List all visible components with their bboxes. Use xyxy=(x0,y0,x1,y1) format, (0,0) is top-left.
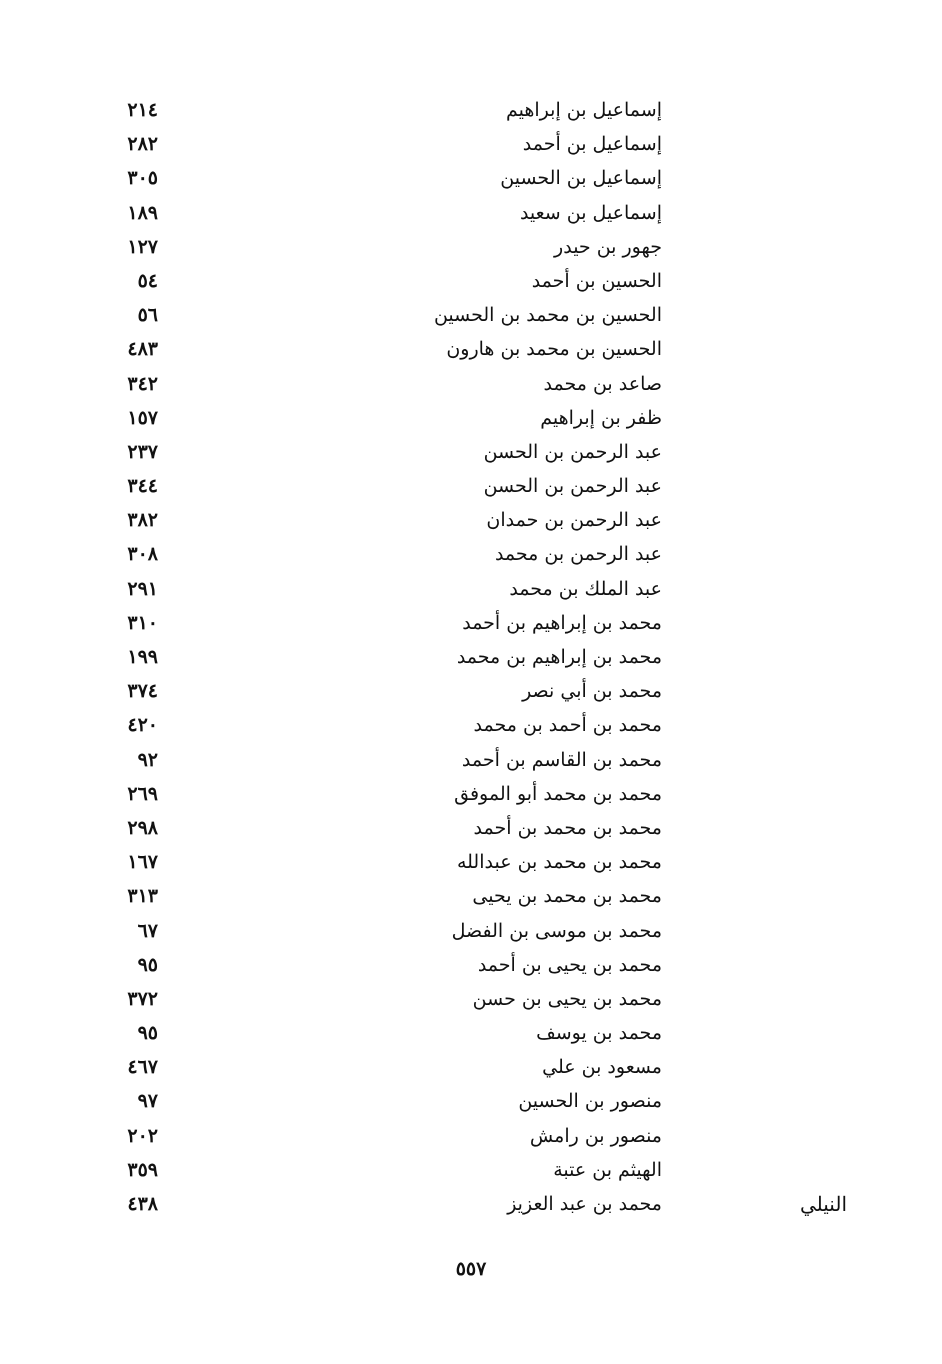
entry-page: ٥٤ xyxy=(137,269,158,292)
entry-page: ٥٦ xyxy=(137,304,158,327)
index-entry xyxy=(0,264,942,298)
index-entry xyxy=(0,572,942,606)
entry-page: ٣١٣ xyxy=(127,885,158,908)
entry-page: ٤٢٠ xyxy=(127,714,158,737)
entry-name: عبد الملك بن محمد xyxy=(509,577,662,600)
index-entry xyxy=(0,332,942,366)
entry-page: ٤٨٣ xyxy=(127,338,158,361)
entry-name: ظفر بن إبراهيم xyxy=(540,406,662,429)
index-entry xyxy=(0,469,942,503)
entry-page: ٢١٤ xyxy=(127,99,158,121)
index-entry xyxy=(0,298,942,332)
entry-page: ٣٤٢ xyxy=(127,372,158,395)
entry-page: ٤٦٧ xyxy=(127,1056,158,1079)
index-entry xyxy=(0,640,942,674)
entry-page: ٢٦٩ xyxy=(127,782,158,805)
entry-name: إسماعيل بن إبراهيم xyxy=(506,99,662,121)
entry-name: مسعود بن علي xyxy=(542,1056,662,1079)
entry-name: إسماعيل بن سعيد xyxy=(519,201,662,224)
entry-name: منصور بن الحسين xyxy=(518,1090,662,1113)
entry-page: ٦٧ xyxy=(137,919,158,942)
entry-name: جهور بن حيدر xyxy=(554,235,662,258)
entry-name: محمد بن القاسم بن أحمد xyxy=(461,748,662,771)
entry-name: الهيثم بن عتبة xyxy=(553,1158,662,1181)
entry-page: ٩٥ xyxy=(137,953,158,976)
entry-name: محمد بن يحيى بن حسن xyxy=(472,987,662,1010)
entry-name: محمد بن محمد بن عبدالله xyxy=(456,851,662,874)
entry-page: ٩٢ xyxy=(137,748,158,771)
index-entry xyxy=(0,1153,942,1187)
entry-name: الحسين بن أحمد xyxy=(531,269,662,292)
entry-name: محمد بن إبراهيم بن أحمد xyxy=(462,611,662,634)
entry-name: محمد بن إبراهيم بن محمد xyxy=(456,646,662,668)
entry-name: صاعد بن محمد xyxy=(543,372,662,395)
entry-page: ٣٥٩ xyxy=(127,1158,158,1181)
entry-name: محمد بن أحمد بن محمد xyxy=(473,714,662,737)
entry-page: ٢٠٢ xyxy=(127,1124,158,1147)
entry-page: ٢٨٢ xyxy=(127,133,158,156)
nisba-heading: النيلي xyxy=(799,1192,847,1216)
entry-name: الحسين بن محمد بن الحسين xyxy=(433,304,662,327)
entry-page: ٣٨٢ xyxy=(127,509,158,532)
index-entry xyxy=(0,708,942,742)
page-number: ٥٥٧ xyxy=(455,1258,487,1280)
index-entry xyxy=(0,777,942,811)
index-entry xyxy=(0,537,942,571)
entry-page: ١٨٩ xyxy=(127,201,158,224)
entry-name: محمد بن أبي نصر xyxy=(522,680,662,703)
index-entry xyxy=(0,435,942,469)
index-entry xyxy=(0,1050,942,1084)
entry-page: ١٥٧ xyxy=(127,406,158,429)
index-entry xyxy=(0,1016,942,1050)
entry-page: ٣٧٤ xyxy=(127,680,158,703)
entry-page: ٩٥ xyxy=(137,1022,158,1045)
index-entry xyxy=(0,367,942,401)
entry-page: ٣٧٢ xyxy=(127,987,158,1010)
index-entry xyxy=(0,503,942,537)
index-entry xyxy=(0,1187,942,1221)
index-entry xyxy=(0,879,942,913)
entry-name: عبد الرحمن بن محمد xyxy=(494,543,662,566)
index-entry xyxy=(0,230,942,264)
entry-page: ٣٠٥ xyxy=(127,167,158,190)
index-entry xyxy=(0,1084,942,1118)
entry-name: عبد الرحمن بن الحسن xyxy=(483,475,662,498)
index-entry xyxy=(0,127,942,161)
entry-page: ١٢٧ xyxy=(127,235,158,258)
index-entry xyxy=(0,401,942,435)
entry-page: ١٦٧ xyxy=(127,851,158,874)
entry-name: عبد الرحمن بن الحسن xyxy=(483,440,662,463)
entry-name: محمد بن موسى بن الفضل xyxy=(451,919,662,942)
index-entry xyxy=(0,811,942,845)
entry-page: ٢٩٨ xyxy=(127,816,158,839)
index-entry xyxy=(0,982,942,1016)
entry-name: إسماعيل بن الحسين xyxy=(500,167,662,190)
entry-page: ٩٧ xyxy=(137,1090,158,1113)
index-entry xyxy=(0,93,942,127)
index-entry xyxy=(0,674,942,708)
entry-name: إسماعيل بن أحمد xyxy=(522,133,662,156)
entry-name: منصور بن رامش xyxy=(529,1124,662,1147)
index-entries xyxy=(0,93,942,1221)
entry-name: عبد الرحمن بن حمدان xyxy=(486,509,662,532)
entry-page: ١٩٩ xyxy=(127,646,158,668)
index-entry xyxy=(0,914,942,948)
entry-page: ٢٩١ xyxy=(127,577,158,600)
entry-page: ٣١٠ xyxy=(127,611,158,634)
entry-name: محمد بن محمد أبو الموفق xyxy=(454,782,662,805)
entry-page: ٢٣٧ xyxy=(127,440,158,463)
entry-name: محمد بن عبد العزيز xyxy=(507,1193,662,1215)
index-entry xyxy=(0,1119,942,1153)
entry-name: الحسين بن محمد بن هارون xyxy=(446,338,662,361)
entry-name: محمد بن محمد بن يحيى xyxy=(472,885,662,908)
index-entry xyxy=(0,743,942,777)
index-entry xyxy=(0,845,942,879)
entry-page: ٣٤٤ xyxy=(127,475,158,498)
index-entry xyxy=(0,948,942,982)
entry-page: ٤٣٨ xyxy=(127,1193,158,1215)
entry-page: ٣٠٨ xyxy=(127,543,158,566)
entry-name: محمد بن يوسف xyxy=(536,1022,662,1045)
index-entry xyxy=(0,196,942,230)
entry-name: محمد بن يحيى بن أحمد xyxy=(477,953,662,976)
index-entry xyxy=(0,606,942,640)
entry-name: محمد بن محمد بن أحمد xyxy=(473,816,662,839)
index-entry xyxy=(0,161,942,195)
